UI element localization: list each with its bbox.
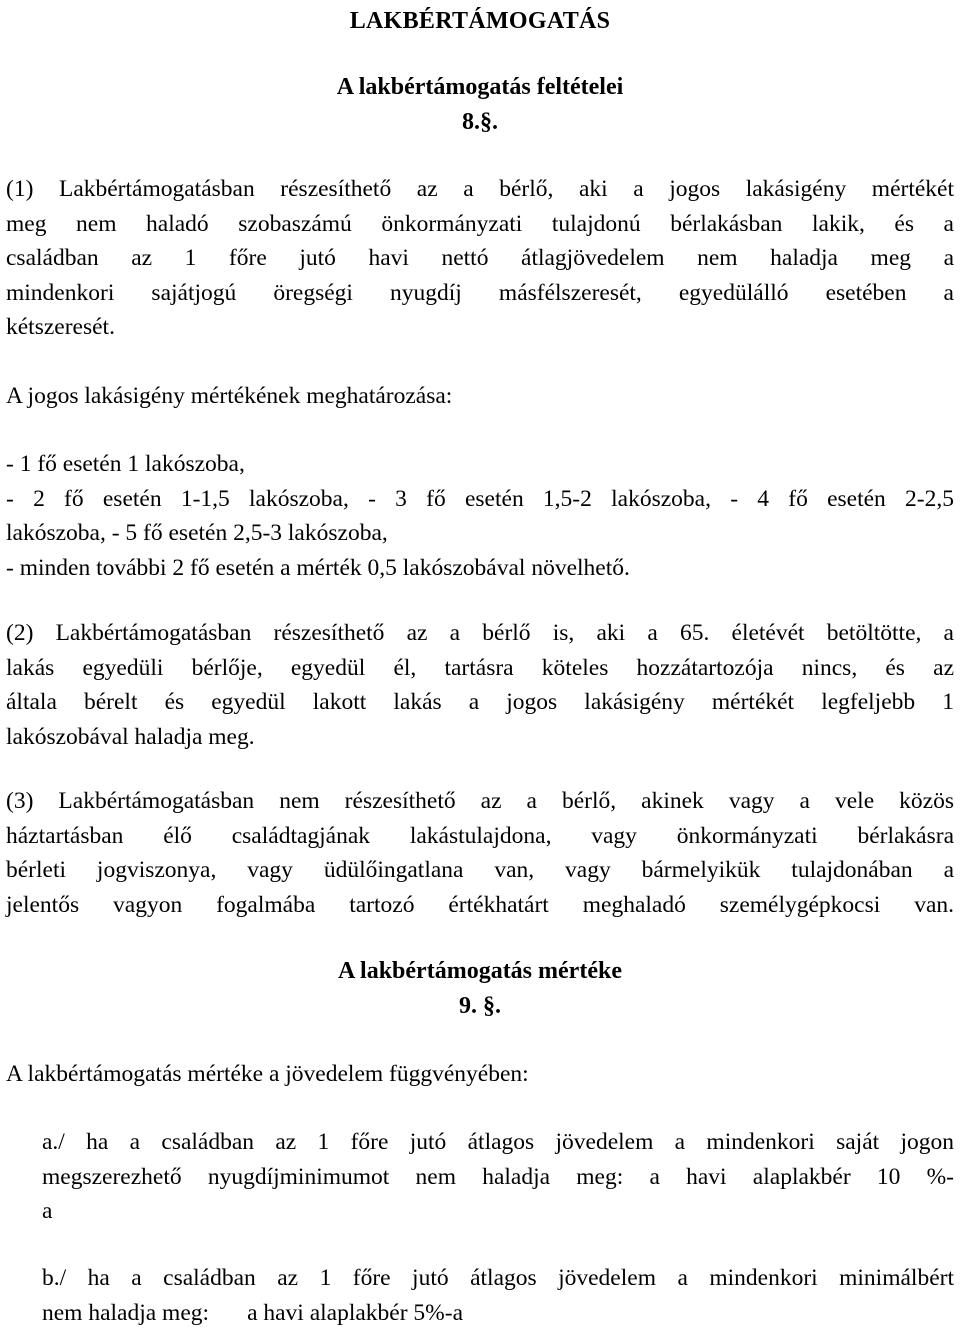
section-number-8: 8.§.	[462, 109, 498, 135]
section-heading-conditions: A lakbértámogatás feltételei	[336, 74, 624, 100]
paragraph-1-line: (1) Lakbértámogatásban részesíthető az a bérlő, aki a jogos lakásigény mértékét	[6, 176, 954, 202]
item-a	[42, 1125, 954, 1229]
list-item: - 2 fő esetén 1-1,5 lakószoba, - 3 fő esetén 1,5-2 lakószoba, - 4 fő esetén 2-2,5	[6, 485, 954, 512]
item-a-line: a./ ha a családban az 1 főre jutó átlagos jövedelem a mindenkori saját jogon	[42, 1129, 954, 1155]
paragraph-2-line: (2) Lakbértámogatásban részesíthető az a bérlő is, aki a 65. életévét betöltötte, a	[6, 620, 954, 646]
item-b-condition: nem haladja meg:	[42, 1299, 210, 1326]
item-b-line: b./ ha a családban az 1 főre jutó átlagos jövedelem a mindenkori minimálbért	[42, 1265, 954, 1291]
section-heading-amount: A lakbértámogatás mértéke	[338, 958, 622, 984]
paragraph-2	[6, 616, 954, 754]
paragraph-3-line: jelentős vagyon fogalmába tartozó értékhatárt meghaladó személygépkocsi van.	[6, 891, 954, 918]
paragraph-3	[6, 784, 954, 922]
document-title: LAKBÉRTÁMOGATÁS	[349, 8, 611, 34]
item-b	[42, 1261, 954, 1330]
item-b-amount: a havi alaplakbér 5%-a	[247, 1299, 464, 1326]
jogos-lakasigeny-heading: A jogos lakásigény mértékének meghatározása:	[6, 383, 453, 409]
list-item: - minden további 2 fő esetén a mérték 0,5 lakószobával növelhető.	[6, 554, 630, 581]
item-a-line: a	[42, 1198, 53, 1225]
item-a-line: megszerezhető nyugdíjminimumot nem haladja meg: a havi alaplakbér 10 %-	[42, 1163, 954, 1190]
paragraph-3-line: (3) Lakbértámogatásban nem részesíthető az a bérlő, akinek vagy a vele közös	[6, 788, 954, 814]
section-number-9: 9. §.	[459, 993, 501, 1019]
room-entitlement-list	[6, 447, 954, 585]
paragraph-2-line: általa bérelt és egyedül lakott lakás a jogos lakásigény mértékét legfeljebb 1	[6, 689, 954, 716]
paragraph-1-line: családban az 1 főre jutó havi nettó átlagjövedelem nem haladja meg a	[6, 245, 954, 272]
paragraph-1-line: mindenkori sajátjogú öregségi nyugdíj másfélszeresét, egyedülálló esetében a	[6, 279, 954, 306]
paragraph-3-line: bérleti jogviszonya, vagy üdülőingatlana van, vagy bármelyikük tulajdonában a	[6, 857, 954, 884]
paragraph-1-line: meg nem haladó szobaszámú önkormányzati tulajdonú bérlakásban lakik, és a	[6, 210, 954, 237]
paragraph-1-line: kétszeresét.	[6, 314, 115, 341]
paragraph-1	[6, 172, 954, 345]
paragraph-2-line: lakószobával haladja meg.	[6, 723, 255, 750]
amount-intro: A lakbértámogatás mértéke a jövedelem függvényében:	[6, 1061, 529, 1087]
paragraph-3-line: háztartásban élő családtagjának lakástulajdona, vagy önkormányzati bérlakásra	[6, 822, 954, 849]
item-b-line	[42, 1296, 954, 1330]
paragraph-2-line: lakás egyedüli bérlője, egyedül él, tartásra köteles hozzátartozója nincs, és az	[6, 654, 954, 681]
list-item: - 1 fő esetén 1 lakószoba,	[6, 451, 245, 477]
list-item: lakószoba, - 5 fő esetén 2,5-3 lakószoba,	[6, 520, 388, 547]
